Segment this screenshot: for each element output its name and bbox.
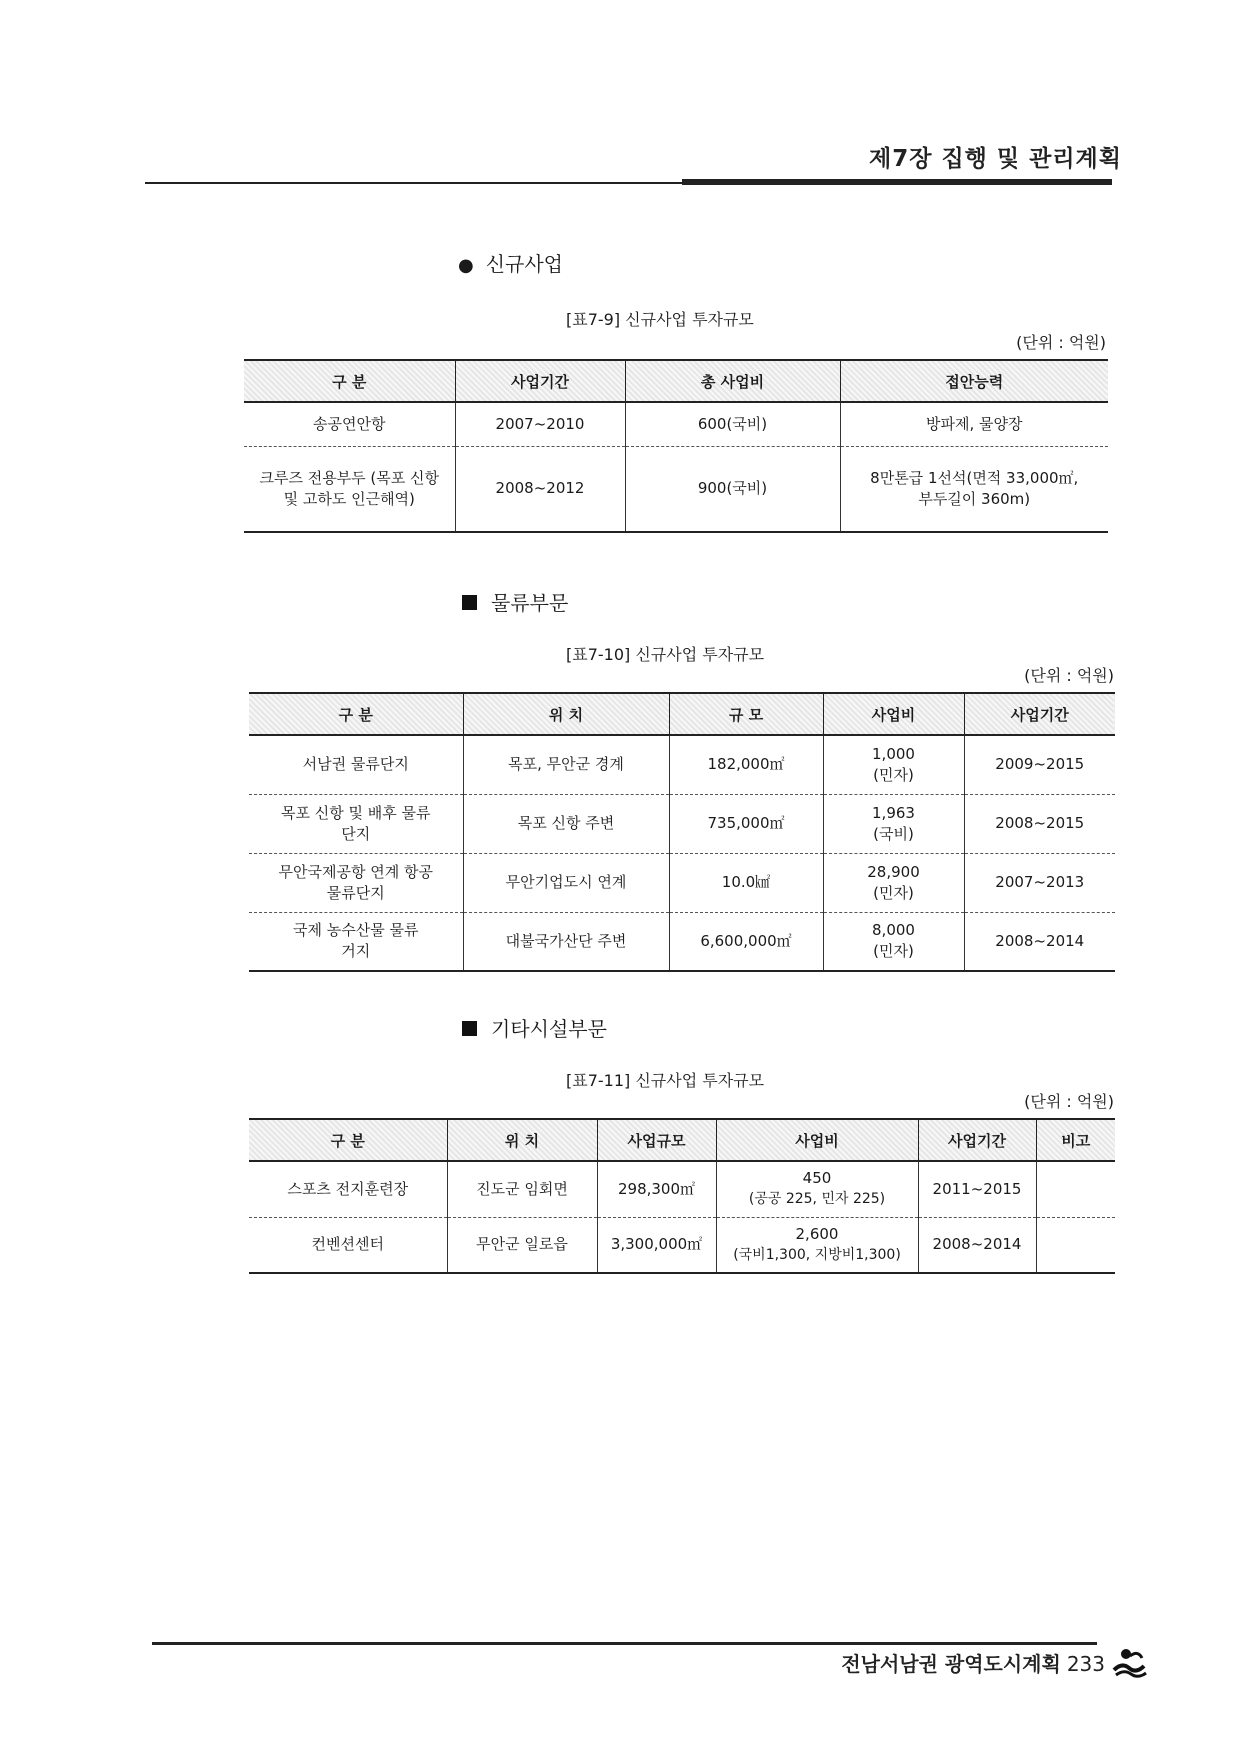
cell: 2007~2010: [455, 402, 625, 446]
col-header: 사업기간: [455, 360, 625, 402]
table-row: [249, 1161, 1115, 1217]
cell: 8만톤급 1선석(면적 33,000㎡,부두길이 360m): [840, 446, 1108, 532]
table-row: [244, 402, 1108, 446]
cell: 무안국제공항 연계 항공 물류단지: [249, 853, 463, 912]
cell: 스포츠 전지훈련장: [249, 1161, 447, 1217]
col-header: 규 모: [669, 693, 823, 735]
cost-source: (국비1,300, 지방비1,300): [733, 1246, 901, 1263]
section-heading-text: 물류부문: [491, 591, 569, 615]
cost-source: (민자): [873, 942, 914, 961]
cell: 목포 신항 주변: [463, 794, 669, 853]
col-header: 사업비: [716, 1119, 918, 1161]
cell: 2011~2015: [918, 1161, 1036, 1217]
cell: 900(국비): [625, 446, 840, 532]
cell: 2008~2015: [964, 794, 1115, 853]
cell: [823, 794, 964, 853]
section-heading-text: 신규사업: [485, 252, 563, 276]
cell: 600(국비): [625, 402, 840, 446]
table-caption: [표7-9] 신규사업 투자규모: [566, 310, 754, 329]
section-heading-logistics: [462, 587, 568, 616]
header-rule-thick: [682, 179, 1112, 185]
col-header: 구 분: [249, 693, 463, 735]
table-7-9: [244, 359, 1108, 533]
table-caption: [표7-10] 신규사업 투자규모: [566, 645, 765, 664]
cost-source: (국비): [873, 824, 914, 843]
unit-label: (단위 : 억원): [1024, 666, 1114, 685]
table-row: [249, 735, 1115, 794]
footer-title: 전남서남권 광역도시계획: [841, 1652, 1061, 1676]
col-header: 사업규모: [597, 1119, 716, 1161]
col-header: 사업기간: [964, 693, 1115, 735]
col-header: 사업기간: [918, 1119, 1036, 1161]
cost-value: 1,000: [872, 744, 915, 763]
cell: 6,600,000㎡: [669, 912, 823, 971]
col-header: 구 분: [249, 1119, 447, 1161]
cost-source: (민자): [873, 883, 914, 902]
table-row: [249, 1217, 1115, 1273]
cell: 2008~2014: [918, 1217, 1036, 1273]
cost-source: (공공 225, 민자 225): [748, 1191, 886, 1208]
cell: 진도군 임회면: [447, 1161, 597, 1217]
wave-logo-icon: [1110, 1644, 1148, 1678]
cell: 2008~2012: [455, 446, 625, 532]
cost-value: 28,900: [867, 862, 920, 881]
cell: 방파제, 물양장: [840, 402, 1108, 446]
cell: 목포, 무안군 경계: [463, 735, 669, 794]
footer-rule: [152, 1642, 1097, 1645]
cell: 3,300,000㎡: [597, 1217, 716, 1273]
cell: 2008~2014: [964, 912, 1115, 971]
cell: 735,000㎡: [669, 794, 823, 853]
bullet-square-icon: [462, 595, 477, 610]
cell: [716, 1161, 918, 1217]
cell: 목포 신항 및 배후 물류단지: [249, 794, 463, 853]
cell: 국제 농수산물 물류거지: [249, 912, 463, 971]
cell: 송공연안항: [244, 402, 455, 446]
footer: [841, 1648, 1105, 1677]
cell: [823, 912, 964, 971]
unit-label: (단위 : 억원): [1016, 333, 1106, 352]
header-rule-thin: [145, 182, 682, 184]
cell: 2009~2015: [964, 735, 1115, 794]
table-caption: [표7-11] 신규사업 투자규모: [566, 1071, 765, 1090]
section-heading-text: 기타시설부문: [491, 1017, 607, 1041]
col-header: 총 사업비: [625, 360, 840, 402]
cell: [1036, 1217, 1115, 1273]
cost-value: 8,000: [872, 921, 915, 940]
cell: 2007~2013: [964, 853, 1115, 912]
col-header: 비고: [1036, 1119, 1115, 1161]
unit-label: (단위 : 억원): [1024, 1092, 1114, 1111]
cost-value: 450: [802, 1169, 832, 1188]
cost-value: 2,600: [795, 1224, 839, 1243]
cell: 298,300㎡: [597, 1161, 716, 1217]
chapter-title: 제7장 집행 및 관리계획: [869, 146, 1122, 172]
cell: 서남권 물류단지: [249, 735, 463, 794]
section-heading-other-facilities: [462, 1013, 607, 1042]
section-heading-new-projects: [458, 248, 563, 277]
cell: [823, 735, 964, 794]
table-7-10: [249, 692, 1115, 972]
bullet-dot-icon: ●: [458, 255, 474, 276]
cell: [1036, 1161, 1115, 1217]
col-header: 위 치: [463, 693, 669, 735]
col-header: 구 분: [244, 360, 455, 402]
page-number: 233: [1066, 1652, 1105, 1676]
cost-value: 1,963: [872, 803, 915, 822]
cell: [823, 853, 964, 912]
table-row: [249, 794, 1115, 853]
cost-source: (민자): [873, 765, 914, 784]
table-row: [244, 446, 1108, 532]
col-header: 사업비: [823, 693, 964, 735]
cell: 무안기업도시 연계: [463, 853, 669, 912]
bullet-square-icon: [462, 1021, 477, 1036]
cell: 대불국가산단 주변: [463, 912, 669, 971]
cell: [716, 1217, 918, 1273]
cell: 무안군 일로읍: [447, 1217, 597, 1273]
cell: 182,000㎡: [669, 735, 823, 794]
table-7-11: [249, 1118, 1115, 1274]
col-header: 위 치: [447, 1119, 597, 1161]
table-row: [249, 912, 1115, 971]
cell: 크루즈 전용부두 (목포 신항 및 고하도 인근해역): [244, 446, 455, 532]
cell: 10.0㎢: [669, 853, 823, 912]
table-row: [249, 853, 1115, 912]
cell: 컨벤션센터: [249, 1217, 447, 1273]
col-header: 접안능력: [840, 360, 1108, 402]
